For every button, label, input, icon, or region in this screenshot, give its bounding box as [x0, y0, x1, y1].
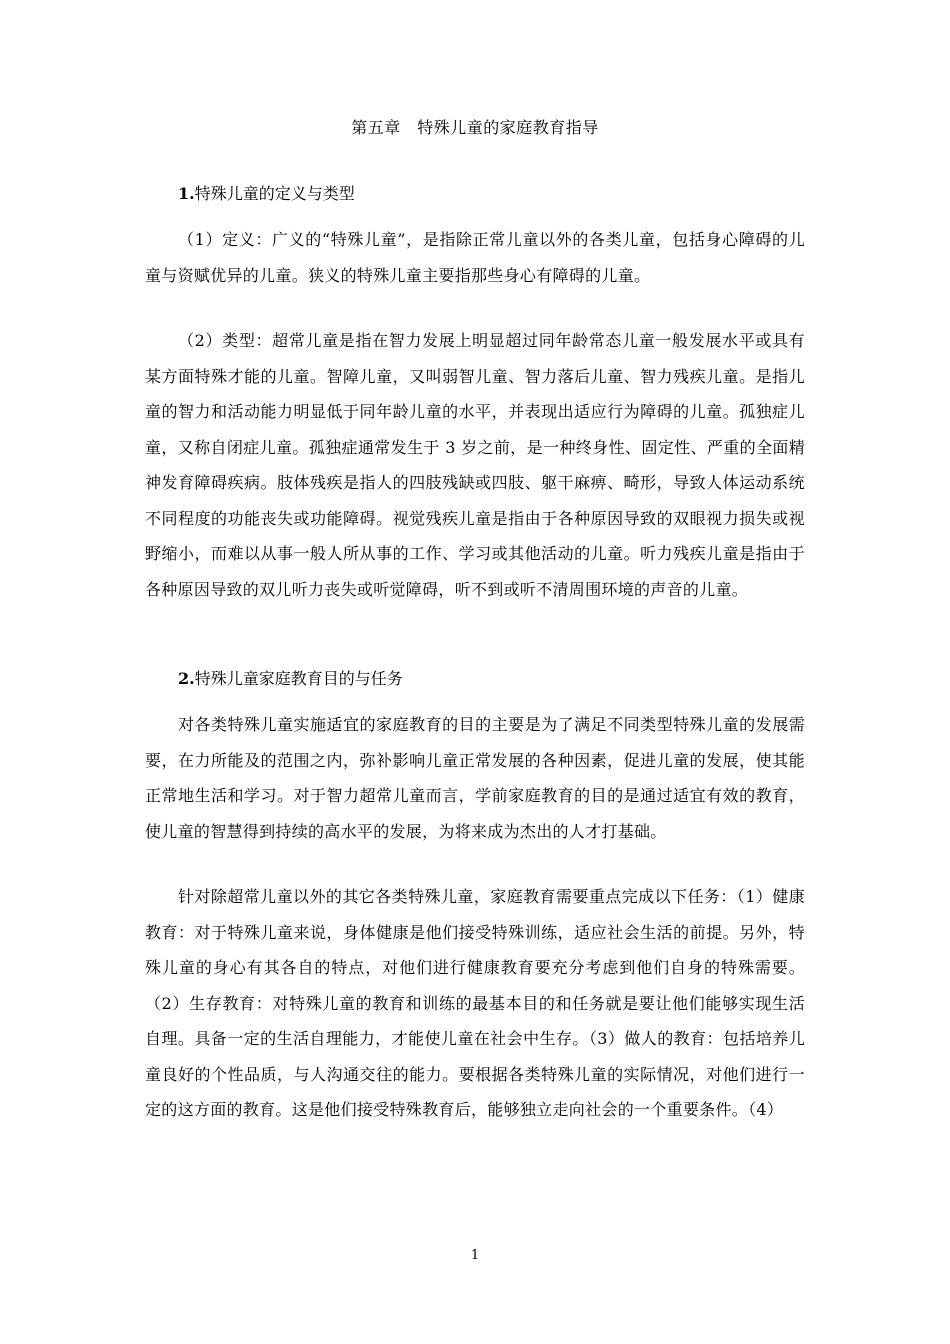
page-number: 1 [470, 1248, 480, 1263]
paragraph-types: （2）类型：超常儿童是指在智力发展上明显超过同年龄常态儿童一般发展水平或具有某方面特殊才能的儿童。智障儿童，又叫弱智儿童、智力落后儿童、智力残疾儿童。是指儿童的智力和活动能力明显低于同年龄儿童的水平，并表现出适应行为障碍的儿童。孤独症儿童，又称自闭症儿童。孤独症通常发生于 3 岁之前，是一种终身性、固定性、严重的全面精神发育障碍疾病。肢体残疾是指人的四肢残缺或四肢、躯干麻痹、畸形，导致人体运动系统不同程度的功能丧失或功能障碍。视觉残疾儿童是指由于各种原因导致的双眼视力损失或视野缩小，而难以从事一般人所从事的工作、学习或其他活动的儿童。听力残疾儿童是指由于各种原因导致的双儿听力丧失或听觉障碍，听不到或听不清周围环境的声音的儿童。 [145, 331, 805, 599]
section-heading-2 [178, 667, 403, 691]
paragraph-purpose: 对各类特殊儿童实施适宜的家庭教育的目的主要是为了满足不同类型特殊儿童的发展需要，在力所能及的范围之内，弥补影响儿童正常发展的各种因素，促进儿童的发展，使其能正常地生活和学习。对于智力超常儿童而言，学前家庭教育的目的是通过适宜有效的教育，使儿童的智慧得到持续的高水平的发展，为将来成为杰出的人才打基础。 [145, 715, 805, 841]
chapter-title: 第五章 特殊儿童的家庭教育指导 [351, 118, 599, 137]
paragraph-definition: （1）定义：广义的“特殊儿童”，是指除正常儿童以外的各类儿童，包括身心障碍的儿童与资赋优异的儿童。狭义的特殊儿童主要指那些身心有障碍的儿童。 [145, 230, 805, 285]
section-title: 特殊儿童家庭教育目的与任务 [194, 669, 403, 688]
section-heading-1 [178, 182, 355, 206]
paragraph-tasks: 针对除超常儿童以外的其它各类特殊儿童，家庭教育需要重点完成以下任务：（1）健康教育：对于特殊儿童来说，身体健康是他们接受特殊训练，适应社会生活的前提。另外，特殊儿童的身心有其各自的特点，对他们进行健康教育要充分考虑到他们自身的特殊需要。（2）生存教育：对特殊儿童的教育和训练的最基本目的和任务就是要让他们能够实现生活自理。具备一定的生活自理能力，才能使儿童在社会中生存。（3）做人的教育：包括培养儿童良好的个性品质，与人沟通交往的能力。要根据各类特殊儿童的实际情况，对他们进行一定的这方面的教育。这是他们接受特殊教育后，能够独立走向社会的一个重要条件。（4） [145, 887, 805, 1119]
section-title: 特殊儿童的定义与类型 [194, 184, 355, 203]
section-number: 1. [178, 184, 195, 203]
section-number: 2. [178, 669, 195, 688]
